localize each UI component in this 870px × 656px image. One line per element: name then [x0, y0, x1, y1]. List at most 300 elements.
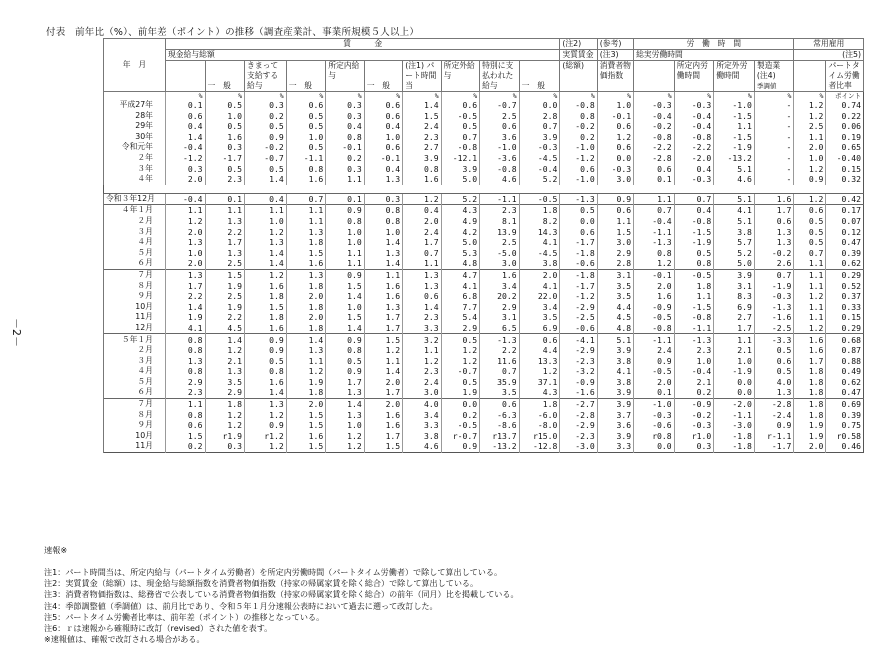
table-cell: 1.2	[403, 193, 441, 205]
table-cell: 1.5	[364, 441, 402, 452]
table-cell: 0.4	[326, 121, 364, 132]
table-cell: 1.2	[205, 420, 245, 431]
table-cell: 5.1	[714, 216, 755, 227]
row-label: 平成27年	[104, 100, 166, 111]
table-cell: 1.8	[245, 291, 287, 302]
table-cell: 0.6	[480, 121, 520, 132]
real-wage-header: 実質賃金	[560, 50, 597, 61]
table-cell: -2.4	[754, 410, 794, 421]
table-cell: -0.7	[480, 100, 520, 111]
table-cell: 4.6	[714, 174, 755, 185]
table-cell: 0.3	[326, 111, 364, 122]
table-cell: 4.1	[714, 205, 755, 216]
table-cell: -1.6	[560, 387, 597, 398]
table-cell: 1.3	[205, 248, 245, 259]
table-cell: -8.6	[480, 420, 520, 431]
footnote: ※速報値は、確報で改訂される場合がある。	[44, 634, 205, 645]
table-cell: 1.4	[364, 366, 402, 377]
unit-cell: %	[165, 92, 205, 101]
table-cell: -0.2	[754, 248, 794, 259]
table-cell: 1.5	[245, 302, 287, 313]
table-cell: 3.9	[597, 431, 633, 442]
table-cell: 0.6	[597, 121, 633, 132]
shoteigai-hours-header: 所定外労働時間	[714, 61, 755, 92]
row-label: 11月	[104, 312, 166, 323]
table-cell: 0.5	[794, 237, 826, 248]
table-cell: 0.6	[754, 356, 794, 367]
table-cell: 0.2	[674, 387, 714, 398]
table-cell: 0.3	[205, 441, 245, 452]
table-cell: 1.8	[286, 323, 326, 334]
table-cell: -2.7	[560, 399, 597, 410]
table-row	[104, 312, 864, 323]
table-cell: -3.0	[560, 441, 597, 452]
total-hours-header: 総実労働時間	[634, 50, 794, 61]
table-cell: 2.3	[674, 345, 714, 356]
table-cell: 2.0	[165, 174, 205, 185]
unit-cell: %	[634, 92, 675, 101]
employment-group-header: 常用雇用	[794, 39, 864, 50]
table-cell: 0.6	[519, 334, 560, 345]
table-cell: 2.0	[634, 377, 675, 388]
table-cell: 3.1	[480, 312, 520, 323]
table-cell: 1.6	[364, 420, 402, 431]
table-cell: 2.4	[403, 227, 441, 238]
part-hourly-header: (注1) パート時間当	[403, 61, 441, 92]
table-cell: 3.5	[205, 377, 245, 388]
table-cell: -6.0	[519, 410, 560, 421]
row-label: ２月	[104, 345, 166, 356]
table-cell: 5.3	[441, 248, 479, 259]
table-cell: 0.7	[403, 248, 441, 259]
table-row	[104, 410, 864, 421]
table-cell: 1.6	[205, 132, 245, 143]
table-cell: 0.62	[826, 377, 864, 388]
table-cell: 0.5	[286, 142, 326, 153]
row-label: ７月	[104, 269, 166, 280]
page-number: －2－	[10, 318, 23, 347]
table-cell: 1.3	[403, 269, 441, 280]
table-cell: r-0.7	[441, 431, 479, 442]
table-cell: 3.9	[519, 132, 560, 143]
table-cell: 3.6	[480, 132, 520, 143]
row-label: ５年１月	[104, 334, 166, 345]
real-wage-sub-header: (総額)	[560, 61, 597, 92]
table-cell: 0.9	[754, 420, 794, 431]
table-cell: 0.5	[286, 111, 326, 122]
table-cell: 0.33	[826, 302, 864, 313]
table-cell: 0.5	[245, 121, 287, 132]
table-cell: 2.3	[480, 205, 520, 216]
table-cell: 2.9	[165, 377, 205, 388]
table-cell: 0.5	[441, 334, 479, 345]
table-cell: 1.4	[286, 334, 326, 345]
table-cell: 2.0	[634, 281, 675, 292]
table-cell: 1.1	[634, 193, 675, 205]
table-cell: 0.15	[826, 312, 864, 323]
table-cell: 1.2	[794, 164, 826, 175]
table-cell: -2.9	[560, 420, 597, 431]
footnote: 注2：実質賃金（総額）は、現金給与総額指数を消費者物価指数（持家の帰属家賃を除く総合）で除して算出している。	[44, 578, 479, 589]
table-cell: 2.4	[403, 377, 441, 388]
table-cell: 0.87	[826, 345, 864, 356]
table-cell: 6.5	[480, 323, 520, 334]
table-cell: 2.2	[205, 227, 245, 238]
table-cell: 0.8	[165, 410, 205, 421]
table-cell: -2.8	[634, 153, 675, 164]
table-cell: 0.7	[674, 193, 714, 205]
table-cell: 1.1	[364, 269, 402, 280]
table-cell: 4.1	[519, 281, 560, 292]
table-cell: 0.6	[794, 205, 826, 216]
table-cell: 1.1	[165, 205, 205, 216]
table-cell: 0.0	[560, 216, 597, 227]
table-cell: -	[754, 100, 794, 111]
table-cell: 1.9	[441, 387, 479, 398]
row-label: 10月	[104, 431, 166, 442]
table-cell: -1.1	[634, 227, 675, 238]
table-cell: 0.5	[674, 248, 714, 259]
table-cell: 1.7	[364, 387, 402, 398]
table-cell: 1.4	[245, 174, 287, 185]
table-cell: 0.6	[165, 420, 205, 431]
table-cell: 1.1	[364, 356, 402, 367]
table-cell: 0.8	[165, 366, 205, 377]
table-cell: 1.4	[245, 258, 287, 269]
row-label: ２月	[104, 216, 166, 227]
table-cell: -0.40	[826, 153, 864, 164]
table-row	[104, 399, 864, 410]
table-cell: -0.3	[674, 420, 714, 431]
table-cell: 1.2	[205, 410, 245, 421]
table-cell: 2.4	[634, 345, 675, 356]
table-cell: 2.9	[441, 323, 479, 334]
table-cell: -1.1	[286, 153, 326, 164]
table-cell: -1.5	[674, 302, 714, 313]
table-cell: -1.9	[754, 281, 794, 292]
table-cell: -0.2	[245, 142, 287, 153]
table-cell: 5.1	[597, 334, 633, 345]
table-row	[104, 291, 864, 302]
table-cell: 0.8	[165, 334, 205, 345]
table-cell: 4.1	[519, 237, 560, 248]
table-cell: 8.3	[714, 291, 755, 302]
shoteinai-ippan-header: 一 般	[364, 61, 402, 92]
table-cell: 1.8	[794, 377, 826, 388]
year-month-header: 年 月	[104, 39, 166, 92]
unit-cell: %	[480, 92, 520, 101]
table-cell: 5.2	[714, 248, 755, 259]
table-cell: 0.9	[326, 334, 364, 345]
table-cell: -3.3	[754, 334, 794, 345]
table-cell: 37.1	[519, 377, 560, 388]
table-cell: 1.5	[326, 312, 364, 323]
table-cell: 3.8	[519, 258, 560, 269]
table-cell: 2.7	[403, 142, 441, 153]
table-cell: 4.1	[165, 323, 205, 334]
table-row	[104, 258, 864, 269]
table-cell: 0.6	[754, 216, 794, 227]
table-cell: 1.3	[403, 281, 441, 292]
table-cell: 1.2	[794, 193, 826, 205]
table-cell: 4.5	[597, 312, 633, 323]
table-cell: 0.32	[826, 174, 864, 185]
table-cell: 1.6	[364, 410, 402, 421]
table-cell: 1.9	[205, 302, 245, 313]
table-cell: 0.6	[480, 399, 520, 410]
table-cell: 1.0	[286, 132, 326, 143]
table-cell: -1.0	[480, 142, 520, 153]
table-cell: -3.6	[480, 153, 520, 164]
table-cell: 1.5	[286, 420, 326, 431]
unit-cell: %	[245, 92, 287, 101]
table-cell: 2.0	[403, 216, 441, 227]
table-cell: 1.0	[165, 248, 205, 259]
table-cell: 1.1	[245, 205, 287, 216]
table-cell: 0.62	[826, 258, 864, 269]
table-cell: 1.3	[754, 237, 794, 248]
table-row	[104, 193, 864, 205]
table-cell: -1.7	[754, 441, 794, 452]
table-row	[104, 420, 864, 431]
table-cell: -	[754, 153, 794, 164]
table-cell: 0.47	[826, 387, 864, 398]
table-cell: 3.3	[597, 441, 633, 452]
table-row	[104, 431, 864, 442]
table-cell: 1.7	[714, 323, 755, 334]
table-cell: 4.1	[597, 366, 633, 377]
table-cell: 1.5	[326, 281, 364, 292]
footnote: 注5：パートタイム労働者比率は、前年差（ポイント）の推移となっている。	[44, 611, 325, 622]
statistics-table	[103, 38, 864, 453]
table-cell: 1.7	[754, 205, 794, 216]
hours-group-header: 労 働 時 間	[634, 39, 794, 50]
table-cell: 0.46	[826, 441, 864, 452]
table-cell: 6.9	[714, 302, 755, 313]
table-row	[104, 377, 864, 388]
table-cell: -0.4	[674, 366, 714, 377]
table-cell: 0.8	[674, 258, 714, 269]
table-cell: 1.4	[165, 302, 205, 313]
table-cell: 2.0	[286, 399, 326, 410]
row-label: ４年１月	[104, 205, 166, 216]
table-cell: 1.0	[364, 227, 402, 238]
table-cell: 3.5	[597, 291, 633, 302]
table-cell: 2.0	[794, 142, 826, 153]
table-cell: 1.4	[326, 323, 364, 334]
table-cell: 5.0	[441, 237, 479, 248]
table-cell: -1.3	[634, 237, 675, 248]
table-cell: -0.8	[674, 312, 714, 323]
table-cell: 2.5	[480, 237, 520, 248]
unit-cell: %	[364, 92, 402, 101]
table-cell: 1.3	[165, 237, 205, 248]
table-cell: -2.0	[714, 399, 755, 410]
table-cell: 1.2	[519, 366, 560, 377]
table-cell: 0.12	[826, 227, 864, 238]
table-cell: 1.4	[245, 248, 287, 259]
table-cell: 0.8	[364, 205, 402, 216]
table-cell: 1.3	[286, 227, 326, 238]
table-cell: 4.0	[403, 399, 441, 410]
table-row	[104, 345, 864, 356]
table-cell: 1.8	[245, 312, 287, 323]
table-cell: 3.5	[480, 387, 520, 398]
table-cell: 0.3	[364, 193, 402, 205]
table-cell: 1.4	[403, 100, 441, 111]
row-label: ５月	[104, 248, 166, 259]
table-cell: 1.3	[165, 356, 205, 367]
table-cell: -1.3	[480, 334, 520, 345]
table-cell: -1.1	[480, 193, 520, 205]
table-cell: 3.5	[597, 281, 633, 292]
table-cell: 0.0	[441, 399, 479, 410]
table-cell: 1.1	[205, 205, 245, 216]
row-label: ４月	[104, 237, 166, 248]
table-cell: 0.47	[826, 237, 864, 248]
table-cell: 1.1	[714, 334, 755, 345]
table-cell: 1.1	[326, 248, 364, 259]
table-cell: -1.8	[560, 248, 597, 259]
table-cell: 1.0	[326, 227, 364, 238]
table-cell: 1.2	[634, 258, 675, 269]
table-cell: 1.9	[794, 431, 826, 442]
table-cell: 4.8	[597, 323, 633, 334]
table-cell: -2.3	[560, 356, 597, 367]
table-cell: -0.3	[519, 142, 560, 153]
table-cell: 5.0	[441, 174, 479, 185]
table-cell: 1.1	[794, 132, 826, 143]
table-cell: 2.4	[403, 121, 441, 132]
table-cell: 1.3	[364, 248, 402, 259]
table-cell: 1.8	[519, 399, 560, 410]
table-cell: 0.06	[826, 121, 864, 132]
table-cell: -2.2	[674, 142, 714, 153]
table-cell: 1.1	[597, 216, 633, 227]
table-cell: 1.2	[245, 227, 287, 238]
table-cell: 0.9	[245, 132, 287, 143]
table-cell: 0.9	[597, 193, 633, 205]
table-cell: 1.2	[403, 356, 441, 367]
unit-cell: %	[403, 92, 441, 101]
table-cell: 1.4	[205, 334, 245, 345]
table-cell: 1.1	[326, 258, 364, 269]
table-cell: 1.5	[286, 410, 326, 421]
table-cell: -0.5	[441, 111, 479, 122]
unit-cell: %	[794, 92, 826, 101]
tokubetsu-header: 特別に支払われた給与	[480, 61, 520, 92]
table-cell: 0.7	[480, 366, 520, 377]
table-cell: 2.6	[754, 258, 794, 269]
table-cell: 2.5	[794, 121, 826, 132]
table-cell: 0.6	[597, 142, 633, 153]
table-cell: 2.9	[480, 302, 520, 313]
table-cell: 1.2	[794, 111, 826, 122]
table-cell: 1.3	[326, 387, 364, 398]
table-cell: 1.2	[441, 345, 479, 356]
table-cell: 0.7	[754, 269, 794, 280]
table-cell: 1.6	[286, 258, 326, 269]
table-cell: 0.9	[245, 334, 287, 345]
table-cell: 1.2	[205, 345, 245, 356]
table-row	[104, 227, 864, 238]
table-cell: 0.17	[826, 205, 864, 216]
table-cell: 0.4	[674, 205, 714, 216]
table-cell: 1.4	[364, 237, 402, 248]
table-cell: 1.3	[286, 345, 326, 356]
table-cell: 3.4	[480, 281, 520, 292]
table-cell: 1.4	[245, 387, 287, 398]
table-cell: -1.1	[714, 410, 755, 421]
table-row	[104, 121, 864, 132]
table-cell: -1.7	[560, 281, 597, 292]
table-cell: 1.7	[403, 237, 441, 248]
table-cell: 1.5	[205, 269, 245, 280]
table-cell: 0.6	[165, 111, 205, 122]
table-cell: 1.3	[364, 174, 402, 185]
table-cell: 14.3	[519, 227, 560, 238]
table-cell: 0.6	[286, 100, 326, 111]
table-cell: -3.2	[560, 366, 597, 377]
table-cell: 1.8	[286, 237, 326, 248]
table-cell: -0.5	[519, 193, 560, 205]
table-cell: 1.4	[165, 132, 205, 143]
table-cell: r1.0	[674, 431, 714, 442]
table-cell: 0.5	[754, 366, 794, 377]
table-row	[104, 111, 864, 122]
table-cell: -1.0	[560, 174, 597, 185]
table-cell: 3.8	[714, 227, 755, 238]
table-cell: 0.7	[441, 132, 479, 143]
table-cell: 0.9	[245, 345, 287, 356]
table-cell: -6.3	[480, 410, 520, 421]
table-cell: 1.2	[597, 132, 633, 143]
cash-total-header: 現金給与総額	[165, 50, 559, 61]
table-cell: -0.4	[165, 193, 205, 205]
table-cell: 1.0	[326, 237, 364, 248]
table-cell: 4.0	[754, 377, 794, 388]
unit-cell: %	[205, 92, 245, 101]
table-cell: -1.1	[634, 334, 675, 345]
table-cell: 1.3	[245, 237, 287, 248]
table-cell: 1.8	[286, 387, 326, 398]
table-cell: 0.9	[634, 356, 675, 367]
table-cell: r0.58	[826, 431, 864, 442]
table-cell: 1.5	[286, 248, 326, 259]
table-cell: 0.19	[826, 132, 864, 143]
table-cell: 1.8	[794, 366, 826, 377]
table-cell: 1.1	[794, 312, 826, 323]
table-cell: 0.2	[560, 132, 597, 143]
kimatte-header: きまって支給する給与	[245, 61, 287, 92]
table-cell: 4.5	[205, 323, 245, 334]
table-cell: 1.8	[674, 281, 714, 292]
table-row	[104, 132, 864, 143]
table-cell: -1.9	[714, 142, 755, 153]
table-cell: 0.7	[519, 121, 560, 132]
table-cell: 1.8	[794, 399, 826, 410]
table-cell: 22.0	[519, 291, 560, 302]
spacer-row	[104, 185, 864, 194]
table-cell: 0.2	[165, 441, 205, 452]
table-cell: 2.0	[364, 377, 402, 388]
table-cell: -0.6	[634, 420, 675, 431]
table-cell: -	[754, 121, 794, 132]
table-cell: 1.2	[794, 100, 826, 111]
table-cell: -0.4	[519, 164, 560, 175]
table-cell: 2.3	[403, 366, 441, 377]
table-cell: 1.0	[364, 132, 402, 143]
